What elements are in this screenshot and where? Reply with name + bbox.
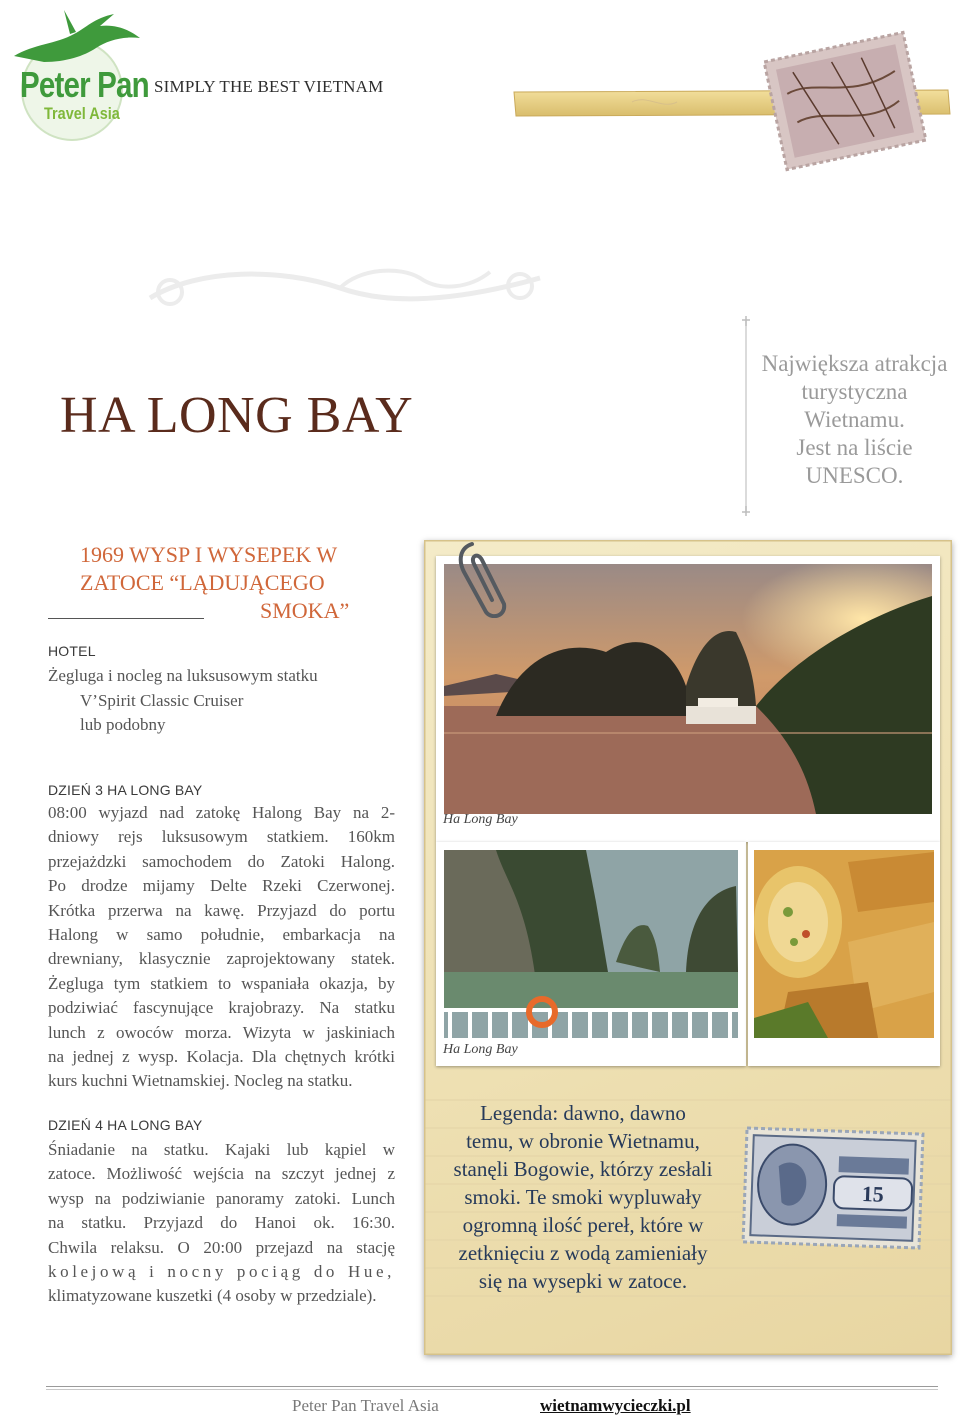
day4-text [48,1138,395,1309]
day4-line: Chwila relaksu. O 20:00 przejazd na stację [48,1237,395,1257]
side-note-line: UNESCO. [805,463,904,488]
side-note-line: turystyczna [801,379,908,404]
subtitle-line: ZATOCE “LĄDUJĄCEGO [80,570,325,595]
day4-line: wysp na podziwianie panoramy zatoki. Lunch [48,1188,395,1208]
hotel-line: V’Spirit Classic Cruiser [80,690,244,710]
day3-line: Halong w samo południe, embarkacja na [48,925,395,945]
legend-line: stanęli Bogowie, którzy zesłali [453,1157,713,1181]
blue-postage-stamp-icon [740,1125,926,1251]
day3-line: 08:00 wyjazd nad zatokę Halong Bay na 2- [48,803,395,822]
photo-caption: Ha Long Bay [443,812,518,827]
footer-company: Peter Pan Travel Asia [292,1396,439,1415]
day3-line: kurs kuchni Wietnamskiej. Nocleg na statku. [48,1071,353,1091]
photo-spring-rolls [748,842,940,1066]
day3-line: Krótka przerwa na kawę. Przyjazd do portu [48,900,395,920]
legend-text [432,1099,734,1295]
subtitle-line: SMOKA” [260,598,350,623]
day4-line: zatoce. Możliwość wejścia na szczyt jednej z [48,1164,395,1184]
tagline: SIMPLY THE BEST VIETNAM [154,77,384,96]
hotel-line: lub podobny [80,715,166,734]
side-note-line: Wietnamu. [804,407,905,432]
legend-line: ogromną ilość pereł, które w [462,1213,704,1237]
hotel-line: Żegluga i nocleg na luksusowym statku [48,666,318,685]
day4-line: klimatyzowane kuszetki (4 osoby w przedziale). [48,1286,377,1306]
legend-line: się na wysepki w zatoce. [478,1269,688,1293]
day4-line: Śniadanie na statku. Kajaki lub kąpiel w [48,1140,395,1159]
side-note-line: Największa atrakcja [761,351,948,376]
day3-line: drewniany, klasycznie zaprojektowany statek. [48,949,395,969]
legend-line: smoki. Te smoki wypluwały [464,1185,702,1209]
day3-line: podziwiać fascynujące krajobrazy. Na statku [48,998,395,1018]
paperclip-icon [452,538,512,618]
legend-line: Legenda: dawno, dawno [480,1101,686,1125]
subtitle-divider [48,618,204,619]
day4-line: na statku. Przyjazd do Hanoi ok. 16:30. [48,1213,395,1233]
logo-title: Peter Pan [20,64,149,105]
day3-line: dniowy rejs luksusowym statkiem. 160km [48,827,395,847]
day3-text [48,801,395,1094]
footer-divider [46,1386,938,1390]
day3-line: lunch z owoców morza. Wizyta w jaskiniach [48,1022,395,1042]
company-logo [4,4,149,142]
logo-subtitle: Travel Asia [44,104,120,123]
legend-line: zetknięciu z wodą zamieniały [458,1241,708,1265]
footer-website-link[interactable]: wietnamwycieczki.pl [540,1396,691,1415]
decorative-flourish [140,258,550,318]
photo-halong-deck [436,842,746,1066]
page-title: HA LONG BAY [60,387,414,444]
day4-line: kolejową i nocny pociąg do Hue, [48,1262,395,1282]
spring-rolls-image [748,842,940,1066]
hotel-text [48,664,318,738]
subtitle [80,541,380,625]
photo-caption: Ha Long Bay [443,1042,518,1057]
day3-line: Po drodze mijamy Delte Rzeki Czerwonej. [48,876,395,896]
day3-heading: DZIEŃ 3 HA LONG BAY [48,782,203,798]
day4-heading: DZIEŃ 4 HA LONG BAY [48,1117,203,1133]
halong-deck-image [436,842,746,1066]
postage-stamp-icon [759,28,930,175]
subtitle-line: 1969 WYSP I WYSEPEK W [80,542,338,567]
day3-line: przejażdzki samochodem do Zatoki Halong. [48,851,395,871]
day3-line: na jednej z wysp. Kolacja. Dla chętnych krótki [48,1047,395,1067]
hotel-heading: HOTEL [48,643,96,659]
legend-line: temu, w obronie Wietnamu, [466,1129,700,1153]
day3-line: Żegluga tym statkiem to wspaniała okazja, by [48,973,395,993]
stamp-value: 15 [861,1181,885,1207]
side-note [752,350,957,490]
side-note-line: Jest na liście [796,435,913,460]
